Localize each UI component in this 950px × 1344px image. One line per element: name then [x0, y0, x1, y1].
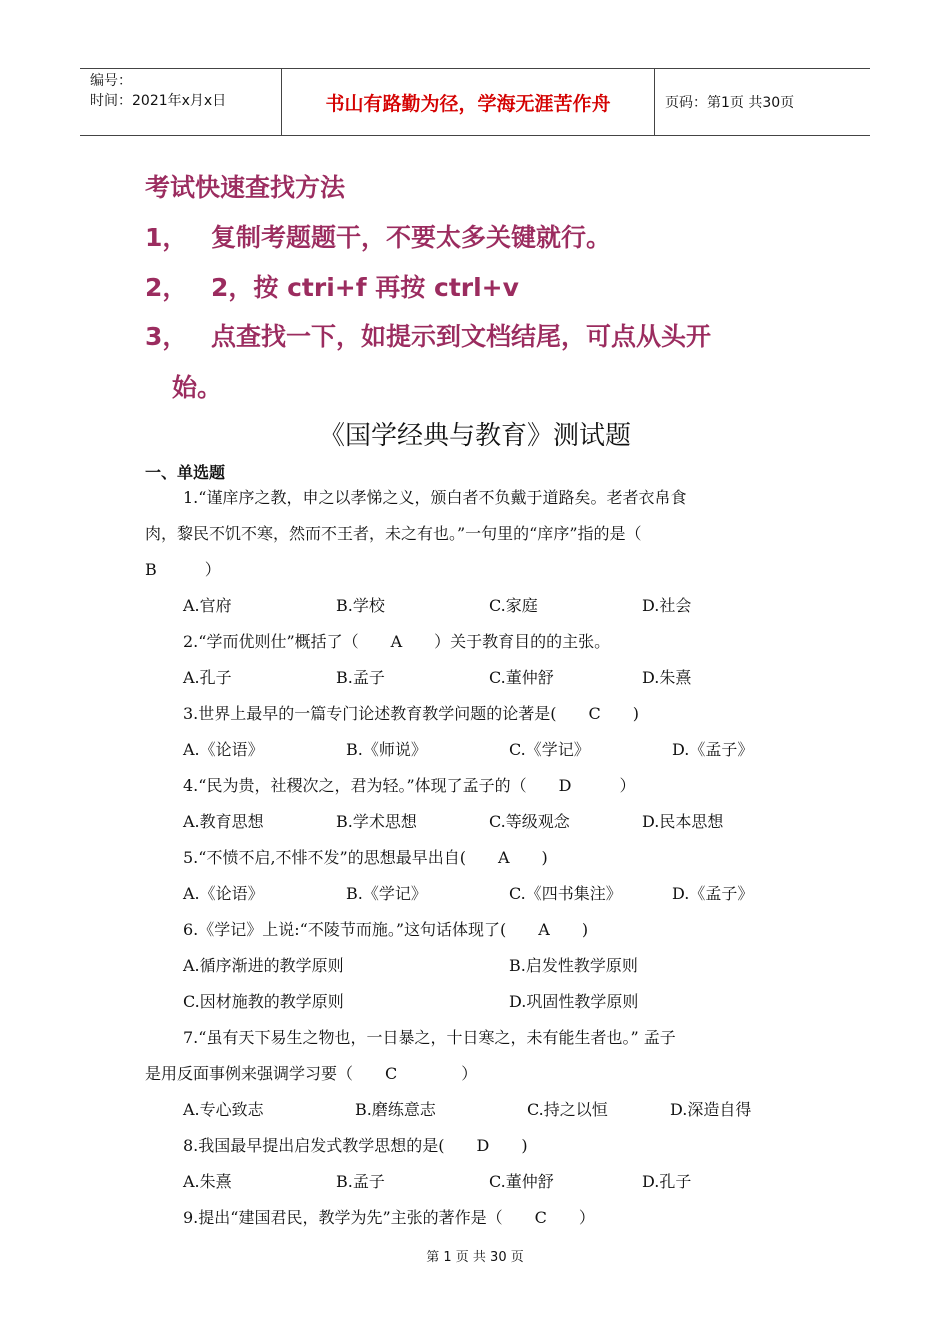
- page-header: [80, 68, 870, 136]
- search-tip-3-continued: 始。: [172, 373, 223, 402]
- question-1-options: [145, 588, 810, 624]
- option-a: A.专心致志: [183, 1100, 264, 1119]
- option-b: B.磨练意志: [355, 1100, 436, 1119]
- search-tip-2: [145, 268, 519, 304]
- question-5-options: [145, 876, 810, 912]
- question-3-options: [145, 732, 810, 768]
- option-b: B.孟子: [336, 1172, 385, 1191]
- option-b: B.启发性教学原则: [509, 956, 638, 975]
- question-8: 8.我国最早提出启发式教学思想的是( D ): [183, 1136, 528, 1155]
- tip-number: 2，: [145, 273, 188, 302]
- search-tip-3: [145, 317, 711, 353]
- document-title: 《国学经典与教育》测试题: [318, 421, 631, 451]
- option-c: C.《四书集注》: [509, 884, 622, 903]
- option-c: C.持之以恒: [527, 1100, 608, 1119]
- header-page-info: 页码：第1页 共30页: [665, 95, 795, 111]
- header-date: 时间：2021年x月x日: [90, 93, 227, 109]
- option-d: D.《孟子》: [672, 740, 754, 759]
- question-2-options: [145, 660, 810, 696]
- option-b: B.学术思想: [336, 812, 417, 831]
- tip-text: 2，按 ctri+f 再按 ctrl+v: [211, 273, 519, 302]
- option-a: A.《论语》: [183, 884, 264, 903]
- tip-number: 1，: [145, 223, 188, 252]
- tip-number: 3，: [145, 322, 188, 351]
- option-a: A.孔子: [183, 668, 232, 687]
- option-a: A.官府: [183, 596, 232, 615]
- question-2: 2.“学而优则仕”概括了（ A ）关于教育目的的主张。: [183, 632, 611, 651]
- option-d: D.社会: [642, 596, 692, 615]
- question-4: 4.“民为贵，社稷次之，君为轻。”体现了孟子的（ D ）: [183, 776, 636, 795]
- option-d: D.朱熹: [642, 668, 692, 687]
- question-7-options: [145, 1092, 810, 1128]
- section-heading: 一、单选题: [145, 463, 226, 482]
- option-c: C.因材施教的教学原则: [183, 992, 344, 1011]
- question-1-line-2: 肉，黎民不饥不寒，然而不王者，未之有也。”一句里的“庠序”指的是（: [145, 524, 642, 543]
- option-c: C.董仲舒: [489, 1172, 554, 1191]
- option-c: C.董仲舒: [489, 668, 554, 687]
- option-a: A.朱熹: [183, 1172, 232, 1191]
- header-meta: [80, 69, 282, 135]
- option-c: C.家庭: [489, 596, 538, 615]
- tip-text: 点查找一下，如提示到文档结尾，可点从头开: [211, 322, 712, 351]
- tip-text: 复制考题题干，不要太多关键就行。: [211, 223, 612, 252]
- option-b: B.学校: [336, 596, 385, 615]
- question-8-options: [145, 1164, 810, 1200]
- question-3: 3.世界上最早的一篇专门论述教育教学问题的论著是( C ): [183, 704, 639, 723]
- header-motto: 书山有路勤为径，学海无涯苦作舟: [282, 69, 655, 135]
- question-7-line-2: 是用反面事例来强调学习要（ C ）: [145, 1064, 478, 1083]
- question-7-line-1: 7.“虽有天下易生之物也，一日暴之，十日寒之，未有能生者也。” 孟子: [183, 1028, 676, 1047]
- question-6-options-row-1: [145, 948, 810, 984]
- question-4-options: [145, 804, 810, 840]
- option-b: B.《师说》: [346, 740, 427, 759]
- header-number: 编号：: [90, 73, 132, 89]
- search-tip-1: [145, 218, 611, 254]
- page-footer: 第 1 页 共 30 页: [426, 1250, 524, 1265]
- option-a: A.循序渐进的教学原则: [183, 956, 344, 975]
- question-1-line-3: B ）: [145, 560, 221, 579]
- option-d: D.孔子: [642, 1172, 692, 1191]
- option-d: D.深造自得: [670, 1100, 752, 1119]
- question-9: 9.提出“建国君民，教学为先”主张的著作是（ C ）: [183, 1208, 595, 1227]
- question-list: [145, 480, 810, 1236]
- search-tips-title: 考试快速查找方法: [145, 173, 346, 202]
- question-5: 5.“不愤不启,不悱不发”的思想最早出自( A ): [183, 848, 548, 867]
- question-6-options-row-2: [145, 984, 810, 1020]
- option-d: D.《孟子》: [672, 884, 754, 903]
- question-6: 6.《学记》上说:“不陵节而施。”这句话体现了( A ): [183, 920, 589, 939]
- option-b: B.《学记》: [346, 884, 427, 903]
- option-a: A.《论语》: [183, 740, 264, 759]
- option-b: B.孟子: [336, 668, 385, 687]
- option-d: D.民本思想: [642, 812, 724, 831]
- question-1-line-1: 1.“谨庠序之教，申之以孝悌之义，颁白者不负戴于道路矣。老者衣帛食: [183, 488, 687, 507]
- option-a: A.教育思想: [183, 812, 264, 831]
- option-c: C.《学记》: [509, 740, 590, 759]
- option-c: C.等级观念: [489, 812, 570, 831]
- option-d: D.巩固性教学原则: [509, 992, 639, 1011]
